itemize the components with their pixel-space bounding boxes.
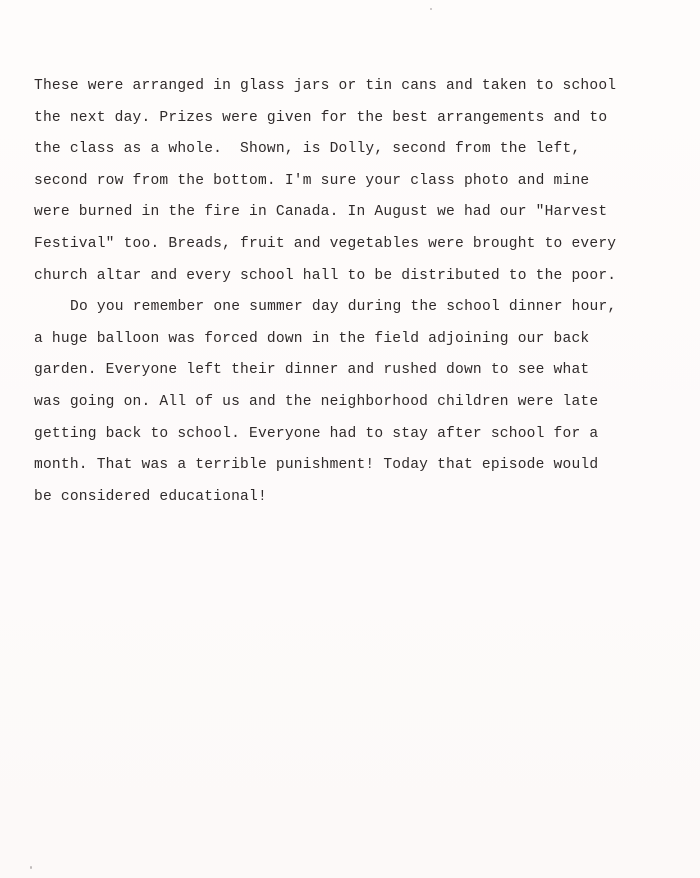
paper-speck — [30, 866, 32, 869]
paper-speck — [430, 8, 432, 10]
text-line: the next day. Prizes were given for the best arrangements and to — [34, 109, 608, 126]
text-line: second row from the bottom. I'm sure your class photo and mine — [34, 172, 590, 189]
text-line: These were arranged in glass jars or tin cans and taken to school — [34, 78, 617, 94]
text-line: was going on. All of us and the neighborhood children were late — [34, 393, 599, 410]
text-line: Festival" too. Breads, fruit and vegetables were brought to every — [34, 235, 617, 252]
text-line: a huge balloon was forced down in the field adjoining our back — [34, 330, 590, 347]
text-line: were burned in the fire in Canada. In August we had our "Harvest — [34, 204, 608, 221]
text-line: garden. Everyone left their dinner and rushed down to see what — [34, 362, 590, 379]
text-line: be considered educational! — [34, 488, 267, 505]
text-line: the class as a whole. Shown, is Dolly, second from the left, — [34, 141, 581, 158]
text-line: church altar and every school hall to be distributed to the poor. — [34, 267, 617, 284]
text-line: Do you remember one summer day during the school dinner hour, — [70, 299, 617, 316]
text-line: getting back to school. Everyone had to stay after school for a — [34, 425, 599, 442]
text-line: month. That was a terrible punishment! Today that episode would — [34, 457, 599, 474]
typed-text-block — [34, 74, 664, 516]
